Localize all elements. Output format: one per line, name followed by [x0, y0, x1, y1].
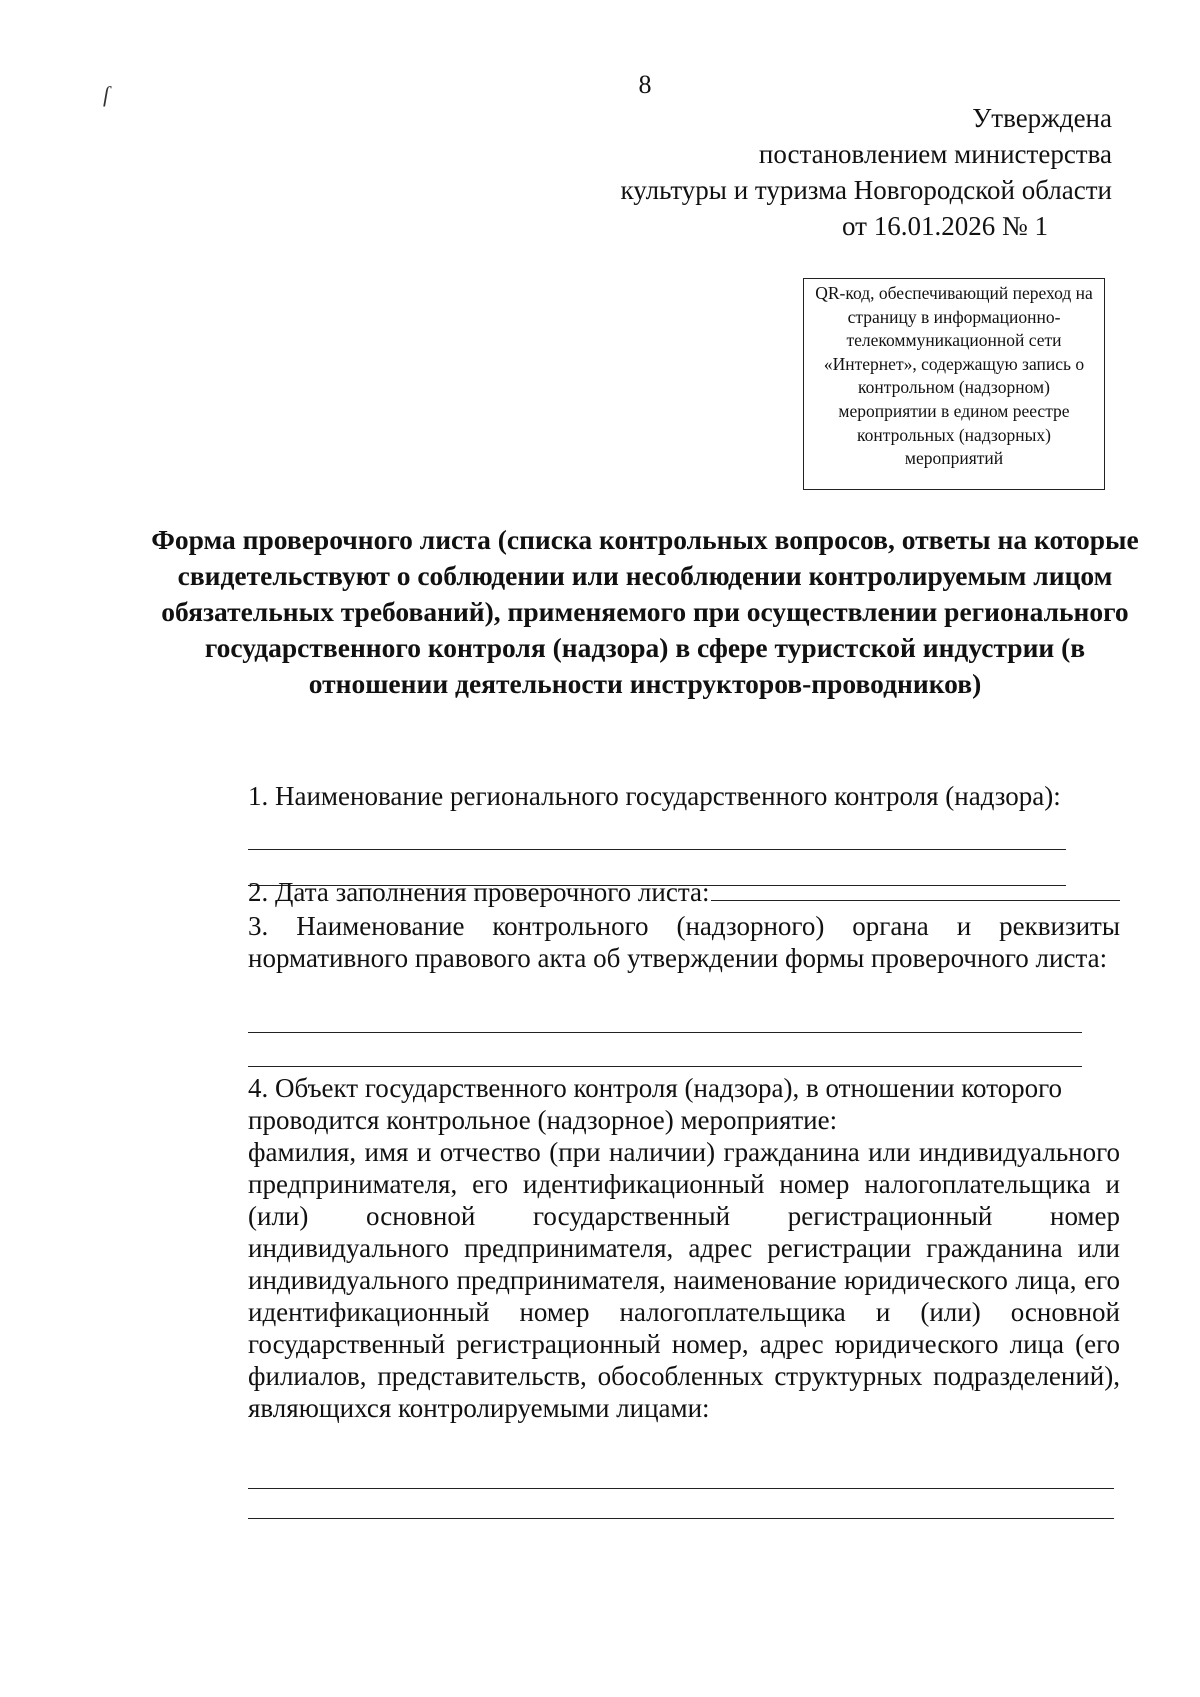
approval-line-3: культуры и туризма Новгородской области: [620, 175, 1112, 205]
approval-line-1: Утверждена: [972, 103, 1112, 133]
section-1-label: 1. Наименование регионального государственного контроля (надзора):: [248, 781, 1061, 811]
section-2: [248, 876, 1120, 908]
section-1-blank-line-1[interactable]: [248, 849, 1066, 850]
approval-line-2: постановлением министерства: [758, 139, 1112, 169]
qr-code-placeholder-box: QR-код, обеспечивающий переход на страницу в информационно-телекоммуникационной сети «Интернет», содержащую запись о контрольном (надзорном) мероприятии в едином реестре контрольных (надзорных) мероприятий: [803, 278, 1105, 490]
page-number: 8: [638, 70, 652, 99]
section-4-description: фамилия, имя и отчество (при наличии) гражданина или индивидуального предпринимателя, его идентификационный номер налогоплательщика и (или) основной государственный регистрационный номер индивидуального предпринимателя, адрес регистрации гражданина или индивидуального предпринимателя, наименование юридического лица, его идентификационный номер налогоплательщика и (или) основной государственный регистрационный номер, адрес юридического лица (его филиалов, представительств, обособленных структурных подразделений), являющихся контролируемыми лицами:: [248, 1137, 1120, 1423]
approval-block: [472, 100, 1112, 244]
approval-date: от 16.01.2026 № 1: [842, 211, 1048, 241]
section-2-label: 2. Дата заполнения проверочного листа:: [248, 877, 710, 907]
section-4-blank-line-1[interactable]: [248, 1488, 1114, 1489]
section-2-blank-line[interactable]: [711, 878, 1120, 901]
section-4-blank-line-2[interactable]: [248, 1518, 1114, 1519]
form-title: Форма проверочного листа (списка контрольных вопросов, ответы на которые свидетельствуют о соблюдении или несоблюдении контролируемым лицом обязательных требований), применяемого при осуществлении регионального государственного контроля (надзора) в сфере туристской индустрии (в отношении деятельности инструкторов-проводников): [151, 524, 1139, 699]
margin-mark: ſ: [103, 82, 110, 107]
section-3-label: 3. Наименование контрольного (надзорного) органа и реквизиты нормативного правового акта об утверждении формы проверочного листа:: [248, 911, 1120, 973]
section-4-heading: 4. Объект государственного контроля (надзора), в отношении которого проводится контрольное (надзорное) мероприятие:: [248, 1073, 1063, 1135]
section-4: [248, 1072, 1120, 1424]
section-3-blank-line-2[interactable]: [248, 1066, 1082, 1067]
section-3-blank-line-1[interactable]: [248, 1032, 1082, 1033]
